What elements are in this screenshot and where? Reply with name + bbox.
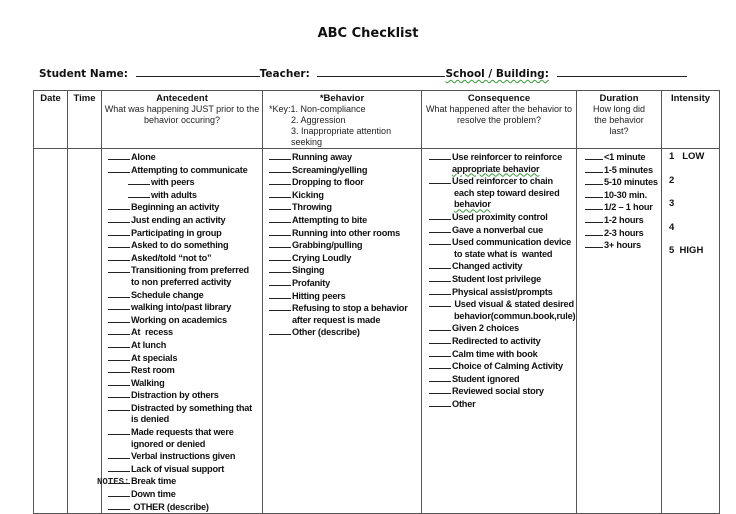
consequence-option[interactable]: Changed activity [429,260,576,273]
intensity-option-2[interactable]: 2 [669,174,675,186]
consequence-option[interactable]: Used proximity control [429,211,576,224]
behavior-option[interactable]: Hitting peers [269,290,421,303]
behavior-option[interactable]: Refusing to stop a behavior [269,302,421,315]
col-header-time: Time [68,91,102,149]
teacher-label: Teacher: [259,68,310,80]
antecedent-option[interactable]: walking into/past library [108,301,262,314]
col-header-intensity: Intensity [662,91,720,149]
intensity-option-4[interactable]: 4 [669,221,675,233]
behavior-option[interactable]: Running into other rooms [269,227,421,240]
school-building-field[interactable] [557,65,687,77]
consequence-option[interactable]: Given 2 choices [429,322,576,335]
col-header-antecedent: Antecedent What was happening JUST prior to the behavior occuring? [102,91,263,149]
consequence-option[interactable]: Used visual & stated desired [429,298,576,311]
intensity-option-3[interactable]: 3 [669,198,675,209]
antecedent-option[interactable]: Transitioning from preferred [108,264,262,277]
intensity-cell [662,149,720,514]
consequence-option[interactable]: Physical assist/prompts [429,286,576,299]
antecedent-option[interactable]: Asked to do something [108,239,262,252]
antecedent-option[interactable]: with adults [108,189,262,202]
behavior-key-item: *Key:1. Non-compliance [269,104,366,114]
date-cell[interactable] [34,149,68,514]
duration-option[interactable]: 1/2 – 1 hour [585,201,661,214]
student-name-field[interactable] [136,65,260,77]
consequence-option[interactable]: Redirected to activity [429,335,576,348]
antecedent-option[interactable]: Lack of visual support [108,463,262,476]
antecedent-option[interactable]: Alone [108,151,262,164]
consequence-option[interactable]: Other [429,398,576,411]
consequence-option[interactable]: Use reinforcer to reinforce [429,151,576,164]
consequence-option[interactable]: Calm time with book [429,348,576,361]
duration-option[interactable]: 1-5 minutes [585,164,661,177]
behavior-option[interactable]: Grabbing/pulling [269,239,421,252]
consequence-option-continued: behavior(commun.book,rule) [454,310,576,321]
duration-option[interactable]: 3+ hours [585,239,661,252]
intensity-option-1[interactable]: 1 LOW [669,151,705,162]
consequence-option-continued: appropriate behavior [452,163,540,174]
teacher-field[interactable] [317,65,445,77]
time-cell[interactable] [68,149,102,514]
duration-option[interactable]: 10-30 min. [585,189,661,202]
behavior-option[interactable]: Other (describe) [269,326,421,339]
antecedent-option[interactable]: OTHER (describe) [108,501,262,514]
duration-cell [577,149,662,514]
antecedent-option[interactable]: Attempting to communicate [108,164,262,177]
consequence-option[interactable]: Used reinforcer to chain [429,175,576,188]
antecedent-option-continued: is denied [131,414,170,425]
behavior-option[interactable]: Attempting to bite [269,214,421,227]
antecedent-option[interactable]: Down time [108,488,262,501]
consequence-option[interactable]: Choice of Calming Activity [429,360,576,373]
consequence-option[interactable]: Used communication device [429,236,576,249]
consequence-option-continued: each step toward desired [454,187,560,198]
table-header-row [34,91,720,149]
behavior-option[interactable]: Dropping to floor [269,176,421,189]
antecedent-option[interactable]: At specials [108,352,262,365]
abc-checklist-table [33,90,720,514]
consequence-description: What happened after the behavior to resolve the problem? [425,104,573,125]
antecedent-option[interactable]: Verbal instructions given [108,450,262,463]
col-header-date: Date [34,91,68,149]
behavior-option[interactable]: Crying Loudly [269,252,421,265]
behavior-key [263,104,421,148]
duration-option[interactable]: <1 minute [585,151,661,164]
col-header-behavior: *Behavior *Key:1. Non-compliance 2. Aggression 3. Inappropriate attention seeking [263,91,422,149]
duration-option[interactable]: 1-2 hours [585,214,661,227]
behavior-option[interactable]: Profanity [269,277,421,290]
antecedent-option[interactable]: Just ending an activity [108,214,262,227]
antecedent-option[interactable]: Schedule change [108,289,262,302]
antecedent-option[interactable]: Beginning an activity [108,201,262,214]
antecedent-option[interactable]: Working on academics [108,314,262,327]
behavior-option[interactable]: Running away [269,151,421,164]
antecedent-option[interactable]: Walking [108,377,262,390]
consequence-option-continued: to state what is wanted [454,248,553,259]
antecedent-option[interactable]: Distracted by something that [108,402,262,415]
duration-option[interactable]: 5-10 minutes [585,176,661,189]
behavior-key-item: 2. Aggression [291,115,346,125]
intensity-option-5[interactable]: 5 HIGH [669,245,704,256]
behavior-option[interactable]: Throwing [269,201,421,214]
behavior-cell [263,149,422,514]
consequence-option[interactable]: Student ignored [429,373,576,386]
document-title: ABC Checklist [317,26,419,41]
duration-description: How long did the behavior last? [592,104,646,136]
table-body-row [34,149,720,514]
antecedent-option-continued: to non preferred activity [131,276,232,287]
consequence-option[interactable]: Student lost privilege [429,273,576,286]
behavior-option[interactable]: Screaming/yelling [269,164,421,177]
behavior-option-continued: after request is made [292,314,381,325]
col-header-duration: Duration How long did the behavior last? [577,91,662,149]
duration-option[interactable]: 2-3 hours [585,227,661,240]
antecedent-option[interactable]: Break time [108,475,262,488]
consequence-option[interactable]: Gave a nonverbal cue [429,224,576,237]
consequence-option[interactable]: Reviewed social story [429,385,576,398]
antecedent-description: What was happening JUST prior to the behavior occuring? [104,104,260,125]
notes-label: NOTES: [97,477,130,487]
antecedent-option[interactable]: Made requests that were [108,426,262,439]
antecedent-option[interactable]: Asked/told “not to” [108,252,262,265]
behavior-key-item: 3. Inappropriate attention seeking [291,126,392,147]
consequence-option-continued: behavior [454,199,491,210]
header-fields [39,65,687,80]
consequence-cell [422,149,577,514]
col-header-consequence: Consequence What happened after the behavior to resolve the problem? [422,91,577,149]
student-name-label: Student Name: [39,68,128,80]
antecedent-option[interactable]: with peers [108,176,262,189]
behavior-option[interactable]: Kicking [269,189,421,202]
antecedent-option[interactable]: Participating in group [108,227,262,240]
behavior-option[interactable]: Singing [269,264,421,277]
antecedent-option[interactable]: Rest room [108,364,262,377]
antecedent-cell [102,149,263,514]
antecedent-option[interactable]: At lunch [108,339,262,352]
school-building-label: School / Building: [445,68,549,80]
antecedent-option-continued: ignored or denied [131,438,206,449]
antecedent-option[interactable]: Distraction by others [108,389,262,402]
antecedent-option[interactable]: At recess [108,326,262,339]
